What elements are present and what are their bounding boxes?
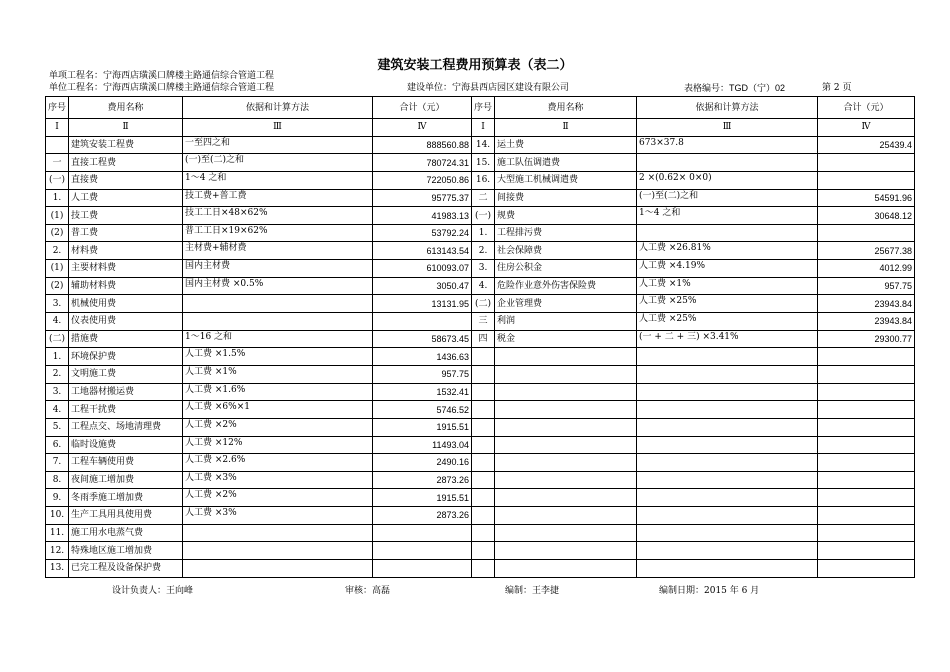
table-row — [46, 542, 915, 560]
seq-cell — [472, 418, 495, 436]
header-seq: 序号 — [472, 97, 495, 119]
fee-name-cell — [495, 348, 637, 366]
total-cell — [818, 560, 915, 578]
table-row — [46, 560, 915, 578]
seq-cell — [472, 401, 495, 419]
total-cell: 1915.51 — [373, 418, 472, 436]
basis-cell — [637, 365, 818, 383]
total-cell: 95775.37 — [373, 189, 472, 207]
fee-name-cell: 夜间施工增加费 — [69, 471, 183, 489]
table-row — [46, 189, 915, 207]
seq-cell: 三 — [472, 313, 495, 331]
total-cell: 4012.99 — [818, 260, 915, 278]
total-cell — [818, 365, 915, 383]
basis-cell: 技工费+普工费 — [183, 189, 373, 207]
basis-cell: 人工费 ×2.6% — [183, 454, 373, 472]
roman-label: Ⅲ — [637, 119, 818, 137]
fee-name-cell: 特殊地区施工增加费 — [69, 542, 183, 560]
fee-name-cell: 文明施工费 — [69, 365, 183, 383]
total-cell: 2490.16 — [373, 454, 472, 472]
total-cell: 888560.88 — [373, 136, 472, 154]
basis-cell: (一)至(二)之和 — [637, 189, 818, 207]
basis-cell: 主材费+辅材费 — [183, 242, 373, 260]
seq-cell — [46, 136, 69, 154]
basis-cell: 1～4 之和 — [183, 171, 373, 189]
seq-cell: (1) — [46, 207, 69, 225]
seq-cell — [472, 454, 495, 472]
basis-cell — [637, 454, 818, 472]
basis-cell: 国内主材费 ×0.5% — [183, 277, 373, 295]
page-title: 建筑安装工程费用预算表（表二） — [377, 58, 573, 73]
basis-cell: 人工费 ×2% — [183, 418, 373, 436]
total-cell — [818, 348, 915, 366]
seq-cell: 16. — [472, 171, 495, 189]
fee-name-cell — [495, 507, 637, 525]
total-cell: 25677.38 — [818, 242, 915, 260]
basis-cell: 人工费 ×1% — [637, 277, 818, 295]
basis-cell — [183, 295, 373, 313]
seq-cell — [472, 348, 495, 366]
total-cell: 23943.84 — [818, 295, 915, 313]
basis-cell — [183, 524, 373, 542]
basis-cell: 国内主材费 — [183, 260, 373, 278]
header-total: 合计（元） — [818, 97, 915, 119]
total-cell — [818, 436, 915, 454]
total-cell: 30648.12 — [818, 207, 915, 225]
budget-table — [45, 96, 915, 578]
basis-cell — [637, 224, 818, 242]
table-header-row — [46, 97, 915, 119]
fee-name-cell: 材料费 — [69, 242, 183, 260]
fee-name-cell: 运土费 — [495, 136, 637, 154]
fee-name-cell: 仪表使用费 — [69, 313, 183, 331]
fee-name-cell — [495, 436, 637, 454]
fee-name-cell: 机械使用费 — [69, 295, 183, 313]
fee-name-cell: 间接费 — [495, 189, 637, 207]
fee-name-cell: 社会保障费 — [495, 242, 637, 260]
basis-cell: 人工费 ×26.81% — [637, 242, 818, 260]
basis-cell: 人工费 ×1% — [183, 365, 373, 383]
item-project-name: 单项工程名：宁海西店璜溪口牌楼主路通信综合管道工程 — [49, 71, 275, 81]
fee-name-cell: 已完工程及设备保护费 — [69, 560, 183, 578]
basis-cell: 人工费 ×6%×1 — [183, 401, 373, 419]
total-cell: 53792.24 — [373, 224, 472, 242]
seq-cell: 4. — [46, 313, 69, 331]
total-cell: 613143.54 — [373, 242, 472, 260]
basis-cell — [637, 154, 818, 172]
header-basis: 依据和计算方法 — [183, 97, 373, 119]
total-cell: 2873.26 — [373, 471, 472, 489]
fee-name-cell: 技工费 — [69, 207, 183, 225]
seq-cell — [472, 383, 495, 401]
total-cell: 41983.13 — [373, 207, 472, 225]
fee-name-cell: 工程干扰费 — [69, 401, 183, 419]
seq-cell: (一) — [472, 207, 495, 225]
total-cell: 11493.04 — [373, 436, 472, 454]
basis-cell — [637, 348, 818, 366]
fee-name-cell: 利润 — [495, 313, 637, 331]
basis-cell: (一)至(二)之和 — [183, 154, 373, 172]
total-cell — [818, 418, 915, 436]
seq-cell: 11. — [46, 524, 69, 542]
roman-label: Ⅱ — [495, 119, 637, 137]
table-row — [46, 207, 915, 225]
seq-cell — [472, 489, 495, 507]
table-row — [46, 489, 915, 507]
fee-name-cell: 建筑安装工程费 — [69, 136, 183, 154]
roman-label: Ⅲ — [183, 119, 373, 137]
page-number: 第 2 页 — [822, 83, 852, 93]
fee-name-cell — [495, 542, 637, 560]
fee-name-cell — [495, 524, 637, 542]
table-row — [46, 171, 915, 189]
fee-name-cell: 人工费 — [69, 189, 183, 207]
table-row — [46, 418, 915, 436]
fee-name-cell: 企业管理费 — [495, 295, 637, 313]
seq-cell: (1) — [46, 260, 69, 278]
fee-name-cell: 规费 — [495, 207, 637, 225]
fee-name-cell — [495, 454, 637, 472]
total-cell: 957.75 — [818, 277, 915, 295]
fee-name-cell: 普工费 — [69, 224, 183, 242]
fee-name-cell — [495, 383, 637, 401]
fee-name-cell — [495, 365, 637, 383]
total-cell — [818, 507, 915, 525]
basis-cell — [637, 383, 818, 401]
total-cell: 13131.95 — [373, 295, 472, 313]
fee-name-cell: 临时设施费 — [69, 436, 183, 454]
total-cell: 3050.47 — [373, 277, 472, 295]
total-cell — [818, 224, 915, 242]
fee-name-cell: 工程车辆使用费 — [69, 454, 183, 472]
total-cell — [818, 154, 915, 172]
roman-label: Ⅰ — [46, 119, 69, 137]
seq-cell: 14. — [472, 136, 495, 154]
seq-cell: (二) — [472, 295, 495, 313]
fee-name-cell: 大型施工机械调遣费 — [495, 171, 637, 189]
total-cell — [373, 313, 472, 331]
fee-name-cell: 主要材料费 — [69, 260, 183, 278]
basis-cell: 1～16 之和 — [183, 330, 373, 348]
table-row — [46, 401, 915, 419]
seq-cell: 2. — [46, 365, 69, 383]
header-name: 费用名称 — [69, 97, 183, 119]
fee-name-cell: 危险作业意外伤害保险费 — [495, 277, 637, 295]
total-cell: 957.75 — [373, 365, 472, 383]
seq-cell: 2. — [472, 242, 495, 260]
fee-name-cell: 税金 — [495, 330, 637, 348]
total-cell: 722050.86 — [373, 171, 472, 189]
header-basis: 依据和计算方法 — [637, 97, 818, 119]
seq-cell — [472, 471, 495, 489]
fee-name-cell: 直接费 — [69, 171, 183, 189]
basis-cell: 普工工日×19×62% — [183, 224, 373, 242]
table-row — [46, 277, 915, 295]
total-cell — [818, 542, 915, 560]
seq-cell: 1. — [46, 189, 69, 207]
total-cell — [818, 401, 915, 419]
basis-cell: 人工费 ×25% — [637, 295, 818, 313]
basis-cell: 人工费 ×1.6% — [183, 383, 373, 401]
total-cell — [818, 524, 915, 542]
seq-cell — [472, 542, 495, 560]
total-cell: 780724.31 — [373, 154, 472, 172]
compile-date: 编制日期：2015 年 6 月 — [659, 586, 760, 596]
seq-cell: 一 — [46, 154, 69, 172]
total-cell: 5746.52 — [373, 401, 472, 419]
header-total: 合计（元） — [373, 97, 472, 119]
seq-cell: 二 — [472, 189, 495, 207]
roman-label: Ⅱ — [69, 119, 183, 137]
total-cell: 23943.84 — [818, 313, 915, 331]
header-seq: 序号 — [46, 97, 69, 119]
total-cell: 54591.96 — [818, 189, 915, 207]
total-cell — [818, 171, 915, 189]
builder-unit: 建设单位：宁海县西店园区建设有限公司 — [407, 83, 570, 93]
seq-cell: 7. — [46, 454, 69, 472]
seq-cell: 3. — [46, 295, 69, 313]
fee-name-cell: 施工用水电蒸气费 — [69, 524, 183, 542]
fee-name-cell: 直接工程费 — [69, 154, 183, 172]
fee-name-cell — [495, 489, 637, 507]
basis-cell — [637, 418, 818, 436]
basis-cell — [183, 560, 373, 578]
basis-cell: 人工费 ×3% — [183, 471, 373, 489]
seq-cell: (2) — [46, 224, 69, 242]
total-cell — [818, 471, 915, 489]
fee-name-cell: 措施费 — [69, 330, 183, 348]
reviewer: 审核：高磊 — [345, 586, 391, 596]
seq-cell: 13. — [46, 560, 69, 578]
fee-name-cell — [495, 471, 637, 489]
basis-cell: 人工费 ×25% — [637, 313, 818, 331]
basis-cell: 一至四之和 — [183, 136, 373, 154]
roman-label: Ⅰ — [472, 119, 495, 137]
roman-numeral-row — [46, 119, 915, 137]
fee-name-cell: 工地器材搬运费 — [69, 383, 183, 401]
table-row — [46, 383, 915, 401]
basis-cell: (一 + 二 + 三) ×3.41% — [637, 330, 818, 348]
basis-cell: 人工费 ×4.19% — [637, 260, 818, 278]
basis-cell: 人工费 ×2% — [183, 489, 373, 507]
total-cell — [373, 524, 472, 542]
seq-cell: 2. — [46, 242, 69, 260]
total-cell: 610093.07 — [373, 260, 472, 278]
table-row — [46, 348, 915, 366]
seq-cell — [472, 436, 495, 454]
fee-name-cell: 工程点交、场地清理费 — [69, 418, 183, 436]
basis-cell — [183, 313, 373, 331]
table-row — [46, 154, 915, 172]
basis-cell — [637, 560, 818, 578]
total-cell — [373, 542, 472, 560]
basis-cell: 人工费 ×3% — [183, 507, 373, 525]
seq-cell: 1. — [46, 348, 69, 366]
compiler: 编制：王李捷 — [505, 586, 560, 596]
header-name: 费用名称 — [495, 97, 637, 119]
seq-cell: 12. — [46, 542, 69, 560]
seq-cell — [472, 507, 495, 525]
basis-cell — [183, 542, 373, 560]
seq-cell: 3. — [46, 383, 69, 401]
basis-cell — [637, 471, 818, 489]
seq-cell: 8. — [46, 471, 69, 489]
total-cell: 1915.51 — [373, 489, 472, 507]
fee-name-cell: 生产工具用具使用费 — [69, 507, 183, 525]
fee-name-cell: 施工队伍调遣费 — [495, 154, 637, 172]
table-row — [46, 524, 915, 542]
seq-cell: (2) — [46, 277, 69, 295]
seq-cell — [472, 560, 495, 578]
table-row — [46, 295, 915, 313]
seq-cell: (二) — [46, 330, 69, 348]
seq-cell: 4. — [472, 277, 495, 295]
table-row — [46, 507, 915, 525]
basis-cell: 2 ×(0.62× 0×0) — [637, 171, 818, 189]
total-cell — [818, 489, 915, 507]
total-cell: 29300.77 — [818, 330, 915, 348]
total-cell — [373, 560, 472, 578]
basis-cell: 1～4 之和 — [637, 207, 818, 225]
basis-cell — [637, 401, 818, 419]
form-number: 表格编号：TGD（宁）02 — [684, 83, 786, 93]
total-cell — [818, 454, 915, 472]
table-row — [46, 136, 915, 154]
basis-cell: 技工工日×48×62% — [183, 207, 373, 225]
fee-name-cell — [495, 401, 637, 419]
seq-cell — [472, 365, 495, 383]
seq-cell: 9. — [46, 489, 69, 507]
seq-cell: 5. — [46, 418, 69, 436]
fee-name-cell: 住房公积金 — [495, 260, 637, 278]
table-row — [46, 330, 915, 348]
table-row — [46, 436, 915, 454]
basis-cell — [637, 524, 818, 542]
seq-cell: 15. — [472, 154, 495, 172]
total-cell: 2873.26 — [373, 507, 472, 525]
basis-cell: 673×37.8 — [637, 136, 818, 154]
total-cell: 58673.45 — [373, 330, 472, 348]
roman-label: Ⅳ — [818, 119, 915, 137]
table-row — [46, 471, 915, 489]
basis-cell — [637, 507, 818, 525]
seq-cell: 6. — [46, 436, 69, 454]
total-cell: 25439.4 — [818, 136, 915, 154]
fee-name-cell: 工程排污费 — [495, 224, 637, 242]
total-cell: 1436.63 — [373, 348, 472, 366]
table-row — [46, 454, 915, 472]
fee-name-cell: 辅助材料费 — [69, 277, 183, 295]
seq-cell: 4. — [46, 401, 69, 419]
seq-cell: 3. — [472, 260, 495, 278]
seq-cell: (一) — [46, 171, 69, 189]
table-row — [46, 313, 915, 331]
basis-cell — [637, 542, 818, 560]
seq-cell: 10. — [46, 507, 69, 525]
table-row — [46, 260, 915, 278]
unit-project-name: 单位工程名：宁海西店璜溪口牌楼主路通信综合管道工程 — [49, 83, 275, 93]
table-row — [46, 224, 915, 242]
basis-cell — [637, 489, 818, 507]
seq-cell: 1. — [472, 224, 495, 242]
roman-label: Ⅳ — [373, 119, 472, 137]
total-cell — [818, 383, 915, 401]
basis-cell: 人工费 ×12% — [183, 436, 373, 454]
table-row — [46, 365, 915, 383]
seq-cell — [472, 524, 495, 542]
fee-name-cell: 冬雨季施工增加费 — [69, 489, 183, 507]
seq-cell: 四 — [472, 330, 495, 348]
fee-name-cell — [495, 418, 637, 436]
table-row — [46, 242, 915, 260]
total-cell: 1532.41 — [373, 383, 472, 401]
basis-cell: 人工费 ×1.5% — [183, 348, 373, 366]
fee-name-cell — [495, 560, 637, 578]
basis-cell — [637, 436, 818, 454]
designer-in-charge: 设计负责人：王向峰 — [112, 586, 194, 596]
fee-name-cell: 环境保护费 — [69, 348, 183, 366]
